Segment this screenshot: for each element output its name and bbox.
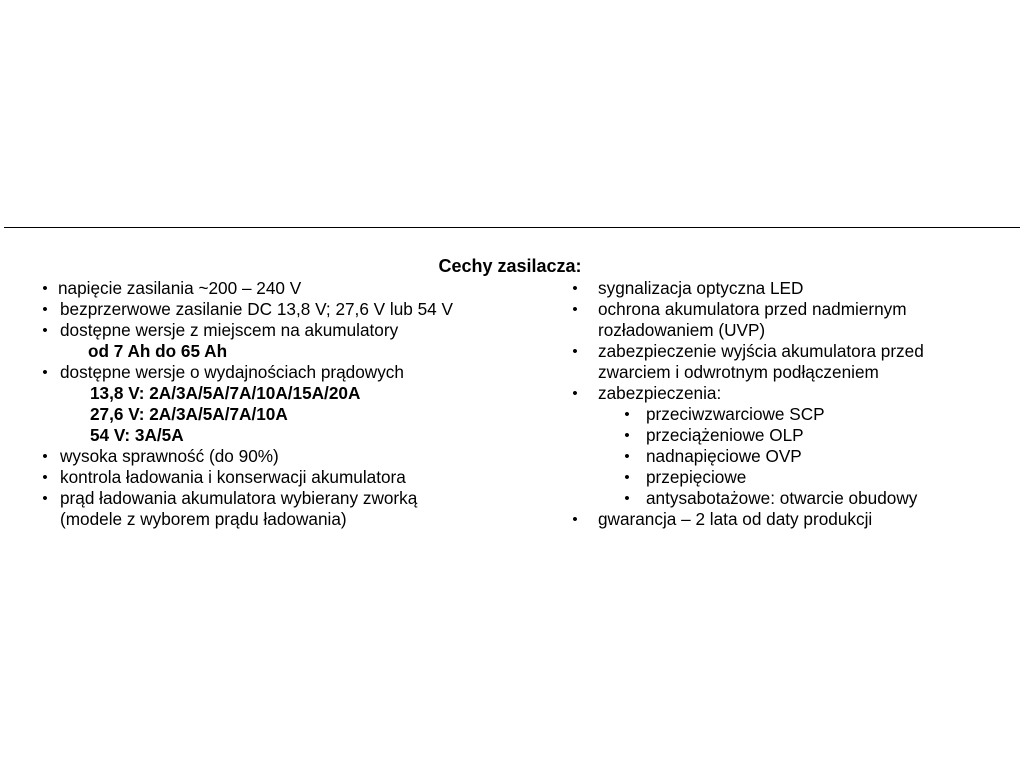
features-list-left xyxy=(38,278,538,530)
list-item-continuation xyxy=(568,362,1020,383)
list-item xyxy=(568,341,1020,362)
list-item-continuation xyxy=(38,509,538,530)
list-item xyxy=(568,299,1020,320)
sub-list-item xyxy=(568,467,1020,488)
list-item-text: dostępne wersje z miejscem na akumulatory xyxy=(60,320,399,340)
list-item-text: prąd ładowania akumulatora wybierany zworką xyxy=(60,488,418,508)
sub-list-item xyxy=(568,446,1020,467)
horizontal-divider xyxy=(4,227,1020,228)
list-item xyxy=(38,362,538,383)
list-item xyxy=(568,278,1020,299)
list-item-text: rozładowaniem (UVP) xyxy=(598,320,766,340)
list-item-continuation xyxy=(568,320,1020,341)
current-variant-54v: 54 V: 3A/5A xyxy=(90,425,184,445)
list-item-text: (modele z wyborem prądu ładowania) xyxy=(60,509,347,529)
list-item-text: wysoka sprawność (do 90%) xyxy=(60,446,279,466)
list-item xyxy=(38,320,538,341)
current-variant-27v6: 27,6 V: 2A/3A/5A/7A/10A xyxy=(90,404,288,424)
sub-list-item xyxy=(568,488,1020,509)
section-title: Cechy zasilacza: xyxy=(438,256,582,276)
bullet-icon: • xyxy=(42,322,48,339)
list-item xyxy=(38,488,538,509)
list-item-text: gwarancja – 2 lata od daty produkcji xyxy=(598,509,873,529)
list-item-text: zwarciem i odwrotnym podłączeniem xyxy=(598,362,879,382)
list-item-text: dostępne wersje o wydajnościach prądowych xyxy=(60,362,404,382)
bullet-icon: • xyxy=(624,406,630,423)
bullet-icon: • xyxy=(624,448,630,465)
list-item xyxy=(38,278,538,299)
bullet-icon: • xyxy=(624,427,630,444)
list-item-continuation xyxy=(38,425,538,446)
bullet-icon: • xyxy=(572,301,578,318)
bullet-icon: • xyxy=(42,448,48,465)
bullet-icon: • xyxy=(624,490,630,507)
list-item-continuation xyxy=(38,383,538,404)
list-item-continuation xyxy=(38,341,538,362)
bullet-icon: • xyxy=(572,511,578,528)
list-item-text: napięcie zasilania ~200 – 240 V xyxy=(58,278,302,298)
sub-list-item-text: nadnapięciowe OVP xyxy=(646,446,802,466)
list-item xyxy=(568,509,1020,530)
bullet-icon: • xyxy=(572,280,578,297)
sub-list-item-text: przeciwzwarciowe SCP xyxy=(646,404,825,424)
bullet-icon: • xyxy=(42,469,48,486)
list-item-text: zabezpieczenie wyjścia akumulatora przed xyxy=(598,341,924,361)
bullet-icon: • xyxy=(42,490,48,507)
bullet-icon: • xyxy=(572,385,578,402)
list-item xyxy=(568,383,1020,404)
list-item xyxy=(38,446,538,467)
current-variant-13v8: 13,8 V: 2A/3A/5A/7A/10A/15A/20A xyxy=(90,383,361,403)
sub-list-item-text: przeciążeniowe OLP xyxy=(646,425,804,445)
list-item xyxy=(38,467,538,488)
bullet-icon: • xyxy=(42,301,48,318)
list-item-text: bezprzerwowe zasilanie DC 13,8 V; 27,6 V lub 54 V xyxy=(60,299,453,319)
features-list-right xyxy=(568,278,1020,530)
list-item-text: kontrola ładowania i konserwacji akumulatora xyxy=(60,467,406,487)
list-item-text: ochrona akumulatora przed nadmiernym xyxy=(598,299,907,319)
sub-list-item xyxy=(568,425,1020,446)
list-item xyxy=(38,299,538,320)
sub-list-item-text: antysabotażowe: otwarcie obudowy xyxy=(646,488,918,508)
list-item-continuation xyxy=(38,404,538,425)
sub-list-item-text: przepięciowe xyxy=(646,467,747,487)
bullet-icon: • xyxy=(42,280,48,297)
bullet-icon: • xyxy=(624,469,630,486)
list-item-text: sygnalizacja optyczna LED xyxy=(598,278,804,298)
bullet-icon: • xyxy=(572,343,578,360)
list-item-text: zabezpieczenia: xyxy=(598,383,722,403)
bullet-icon: • xyxy=(42,364,48,381)
capacity-range: od 7 Ah do 65 Ah xyxy=(88,341,228,361)
sub-list-item xyxy=(568,404,1020,425)
